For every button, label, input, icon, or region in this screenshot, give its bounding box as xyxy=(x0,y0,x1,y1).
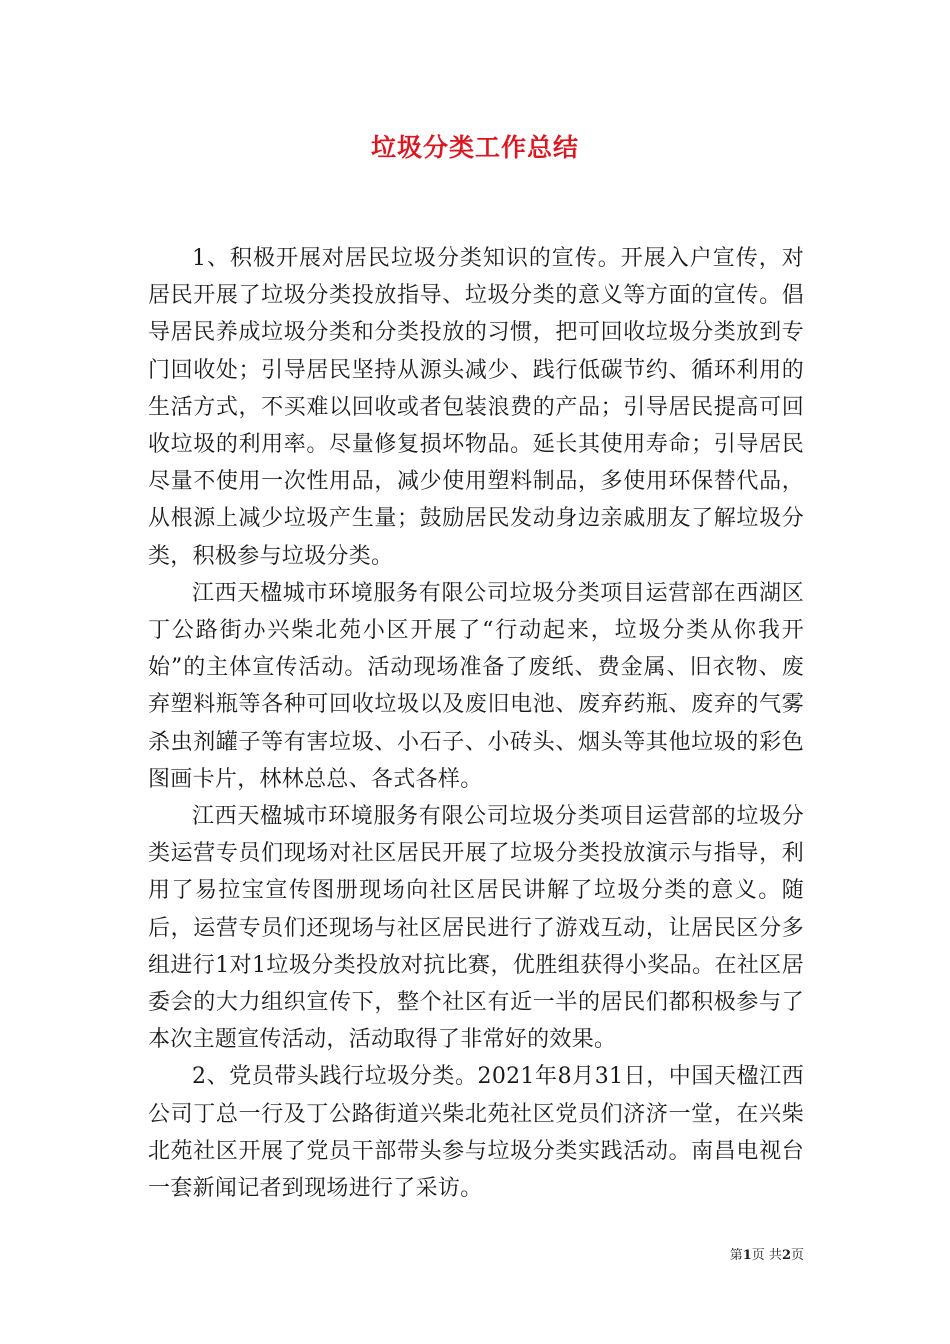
paragraph-4: 2、党员带头践行垃圾分类。2021年8月31日，中国天楹江西公司丁总一行及丁公路街道兴柴北苑社区党员们济济一堂，在兴柴北苑社区开展了党员干部带头参与垃圾分类实践活动。南昌电视台一套新闻记者到现场进行了采访。 xyxy=(148,1064,804,1202)
footer-middle: 页 共 xyxy=(751,1248,782,1263)
footer-prefix: 第 xyxy=(729,1248,743,1263)
paragraph-2: 江西天楹城市环境服务有限公司垃圾分类项目运营部在西湖区丁公路街办兴柴北苑小区开展了“行动起来，垃圾分类从你我开始”的主体宣传活动。活动现场准备了废纸、费金属、旧衣物、废弃塑料瓶等各种可回收垃圾以及废旧电池、废弃药瓶、废弃的气雾杀虫剂罐子等有害垃圾、小石子、小砖头、烟头等其他垃圾的彩色图画卡片，林林总总、各式各样。 xyxy=(148,580,804,792)
document-body xyxy=(148,240,804,1207)
paragraph-1: 1、积极开展对居民垃圾分类知识的宣传。开展入户宣传，对居民开展了垃圾分类投放指导、垃圾分类的意义等方面的宣传。倡导居民养成垃圾分类和分类投放的习惯，把可回收垃圾分类放到专门回收处；引导居民坚持从源头减少、践行低碳节约、循环利用的生活方式，不买难以回收或者包装浪费的产品；引导居民提高可回收垃圾的利用率。尽量修复损坏物品。延长其使用寿命；引导居民尽量不使用一次性用品，减少使用塑料制品，多使用环保替代品，从根源上减少垃圾产生量；鼓励居民发动身边亲戚朋友了解垃圾分类，积极参与垃圾分类。 xyxy=(148,246,804,569)
footer-suffix: 页 xyxy=(790,1248,804,1263)
footer-total-pages: 2 xyxy=(781,1248,791,1263)
footer-current-page: 1 xyxy=(742,1248,752,1263)
page-number-footer xyxy=(730,1244,804,1263)
document-title: 垃圾分类工作总结 xyxy=(370,133,579,162)
paragraph-3: 江西天楹城市环境服务有限公司垃圾分类项目运营部的垃圾分类运营专员们现场对社区居民开展了垃圾分类投放演示与指导，利用了易拉宝宣传图册现场向社区居民讲解了垃圾分类的意义。随后，运营专员们还现场与社区居民进行了游戏互动，让居民区分多组进行1对1垃圾分类投放对抗比赛，优胜组获得小奖品。在社区居委会的大力组织宣传下，整个社区有近一半的居民们都积极参与了本次主题宣传活动，活动取得了非常好的效果。 xyxy=(148,804,804,1053)
